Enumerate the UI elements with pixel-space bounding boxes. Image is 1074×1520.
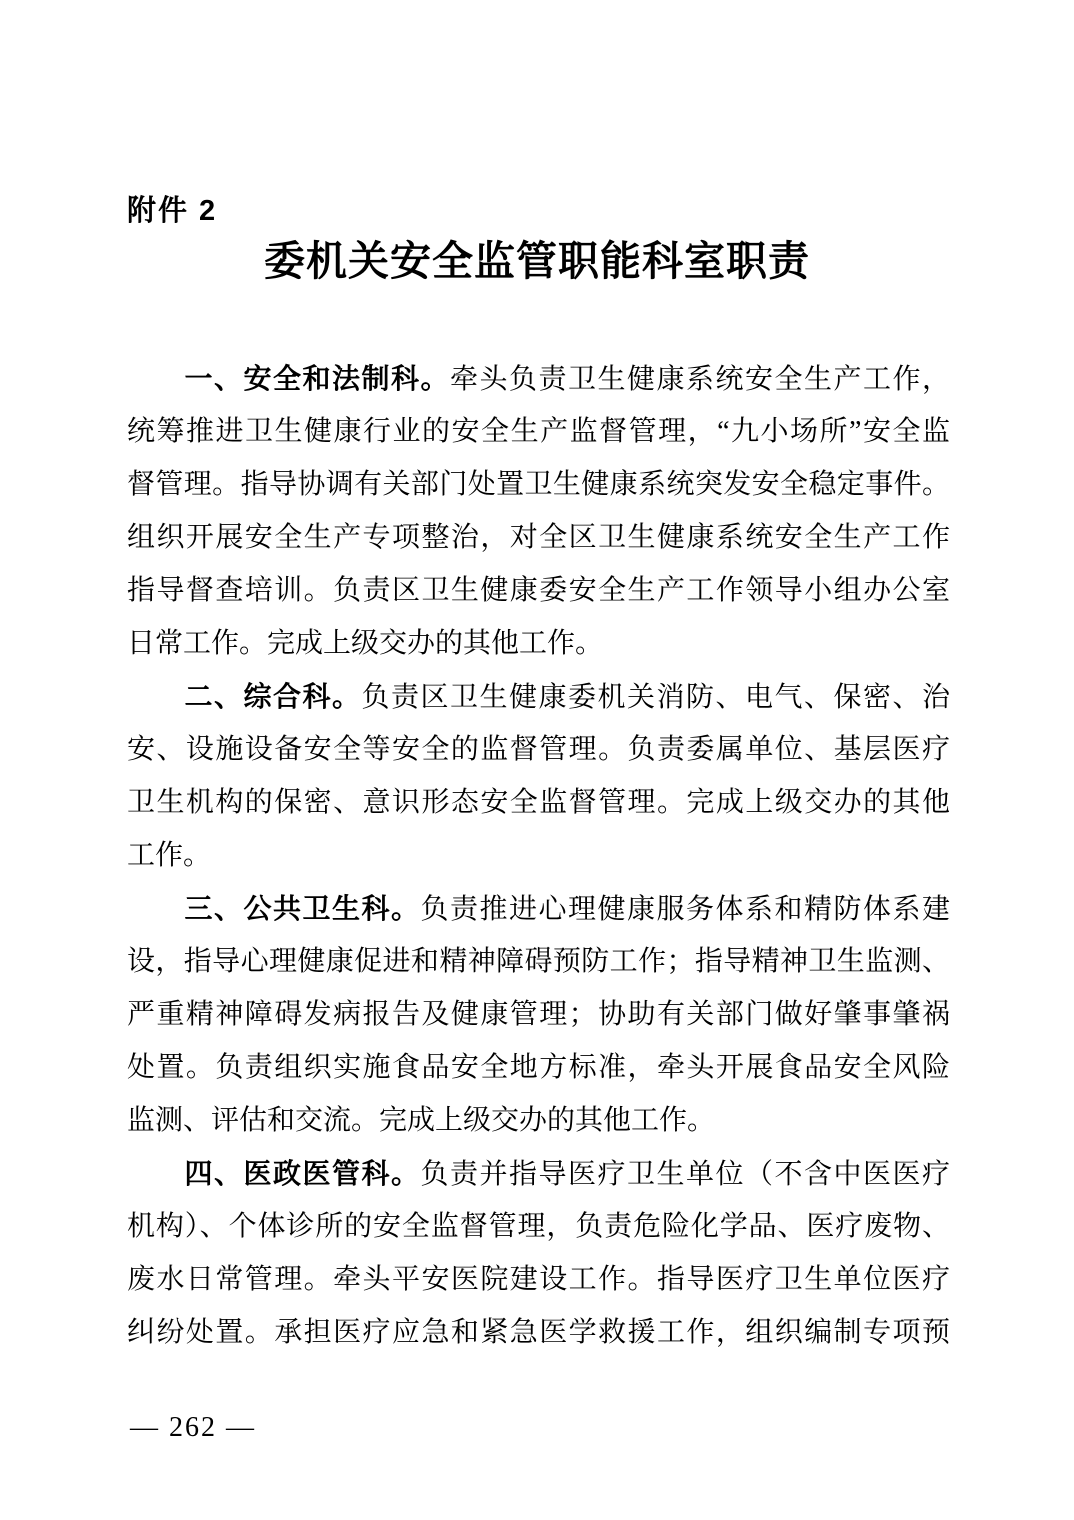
text-line bbox=[127, 564, 950, 617]
text-line bbox=[127, 1306, 950, 1359]
text-line bbox=[127, 935, 950, 988]
text-line bbox=[127, 1200, 950, 1253]
paragraph-indent bbox=[127, 917, 183, 918]
line-text: 工作。 bbox=[127, 840, 212, 871]
line-text: 指导督查培训。负责区卫生健康委安全生产工作领导小组办公室 bbox=[127, 575, 950, 606]
line-text: 设，指导心理健康促进和精神障碍预防工作；指导精神卫生监测、 bbox=[127, 946, 950, 977]
line-text: 负责推进心理健康服务体系和精防体系建 bbox=[420, 894, 950, 925]
text-line bbox=[127, 405, 950, 458]
text-line bbox=[127, 1041, 950, 1094]
paragraph-indent bbox=[127, 1182, 183, 1183]
text-line bbox=[127, 988, 950, 1041]
paragraph-indent bbox=[127, 705, 183, 706]
attachment-label: 附件 2 bbox=[127, 195, 218, 227]
line-text: 安、设施设备安全等安全的监督管理。负责委属单位、基层医疗 bbox=[127, 734, 950, 765]
line-text: 督管理。指导协调有关部门处置卫生健康系统突发安全稳定事件。 bbox=[127, 469, 950, 500]
text-line bbox=[127, 617, 950, 670]
section-heading: 一、安全和法制科。 bbox=[183, 363, 450, 394]
section-heading: 三、公共卫生科。 bbox=[183, 893, 421, 924]
text-line bbox=[127, 776, 950, 829]
line-text: 负责区卫生健康委机关消防、电气、保密、治 bbox=[361, 682, 950, 713]
line-text: 纠纷处置。承担医疗应急和紧急医学救援工作，组织编制专项预 bbox=[127, 1317, 950, 1348]
document-body bbox=[127, 352, 950, 1359]
document-title: 委机关安全监管职能科室职责 bbox=[264, 238, 810, 284]
line-text: 废水日常管理。牵头平安医院建设工作。指导医疗卫生单位医疗 bbox=[127, 1264, 950, 1295]
paragraph-indent bbox=[127, 387, 183, 388]
text-line bbox=[127, 882, 950, 935]
text-line bbox=[127, 829, 950, 882]
line-text: 严重精神障碍发病报告及健康管理；协助有关部门做好肇事肇祸 bbox=[127, 999, 950, 1030]
section-heading: 二、综合科。 bbox=[183, 681, 362, 712]
line-text: 卫生机构的保密、意识形态安全监督管理。完成上级交办的其他 bbox=[127, 787, 950, 818]
text-line bbox=[127, 1253, 950, 1306]
line-text: 监测、评估和交流。完成上级交办的其他工作。 bbox=[127, 1105, 716, 1136]
line-text: 机构）、个体诊所的安全监督管理，负责危险化学品、医疗废物、 bbox=[127, 1211, 950, 1242]
text-line bbox=[127, 352, 950, 405]
line-text: 牵头负责卫生健康系统安全生产工作， bbox=[450, 364, 950, 395]
line-text: 日常工作。完成上级交办的其他工作。 bbox=[127, 628, 604, 659]
section-heading: 四、医政医管科。 bbox=[183, 1158, 421, 1189]
text-line bbox=[127, 458, 950, 511]
line-text: 统筹推进卫生健康行业的安全生产监督管理，“九小场所”安全监 bbox=[127, 416, 950, 447]
line-text: 负责并指导医疗卫生单位（不含中医医疗 bbox=[420, 1159, 950, 1190]
line-text: 组织开展安全生产专项整治，对全区卫生健康系统安全生产工作 bbox=[127, 522, 950, 553]
text-line bbox=[127, 723, 950, 776]
text-line bbox=[127, 670, 950, 723]
line-text: 处置。负责组织实施食品安全地方标准，牵头开展食品安全风险 bbox=[127, 1052, 950, 1083]
text-line bbox=[127, 1094, 950, 1147]
page-number: — 262 — bbox=[130, 1412, 256, 1443]
text-line bbox=[127, 1147, 950, 1200]
page-footer bbox=[130, 1412, 256, 1444]
text-line bbox=[127, 511, 950, 564]
